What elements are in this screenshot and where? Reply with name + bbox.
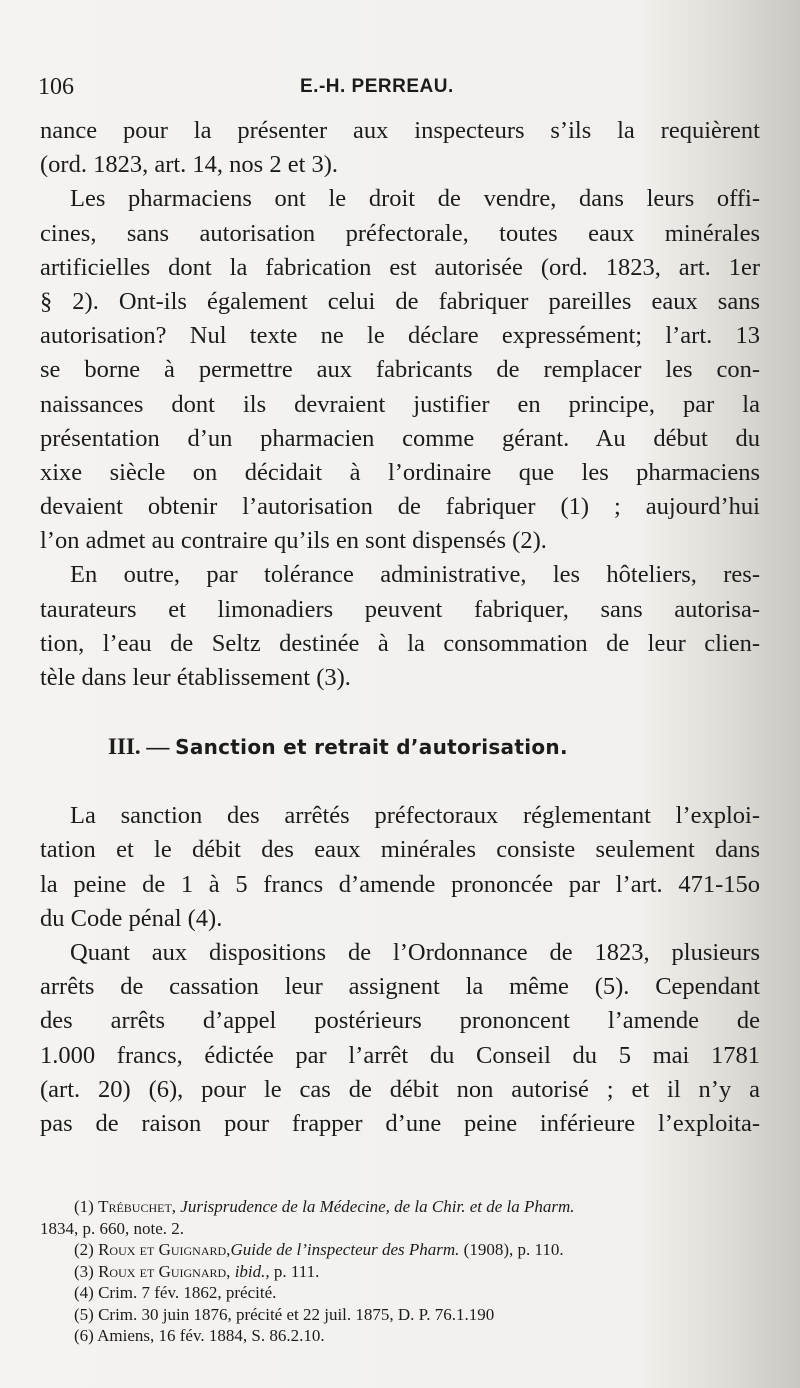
- footnotes: [40, 1196, 760, 1347]
- text-line: xixe siècle on décidait à l’ordinaire que les pharmaciens: [40, 458, 760, 486]
- footnote-author: Roux et Guignard,: [98, 1261, 231, 1281]
- text-line: (art. 20) (6), pour le cas de débit non autorisé ; et il n’y a: [40, 1075, 760, 1103]
- footnote-6: [40, 1325, 760, 1347]
- text-line: autorisation? Nul texte ne le déclare expressément; l’art. 13: [40, 322, 760, 350]
- footnote-number: (6): [74, 1326, 94, 1345]
- text-line: En outre, par tolérance administrative, les hôteliers, res-: [70, 561, 760, 589]
- text-line: Quant aux dispositions de l’Ordonnance de 1823, plusieurs: [70, 938, 760, 966]
- text-line: arrêts de cassation leur assignent la même (5). Cependant: [40, 973, 760, 1001]
- text-line: La sanction des arrêtés préfectoraux réglementant l’exploi-: [70, 802, 760, 830]
- footnote-title: Guide de l’inspecteur des Pharm.: [230, 1240, 460, 1259]
- footnote-author: Trébuchet,: [98, 1197, 177, 1216]
- text-line: cines, sans autorisation préfectorale, toutes eaux minérales: [40, 219, 760, 247]
- section-dash: —: [146, 734, 170, 760]
- footnote-number: (2): [74, 1240, 94, 1259]
- section-heading: [40, 711, 760, 783]
- footnote-5: [40, 1304, 760, 1326]
- text-line: naissances dont ils devraient justifier en principe, par la: [40, 390, 760, 418]
- running-head: E.-H. PERREAU.: [300, 76, 454, 97]
- footnote-title: Jurisprudence de la Médecine, de la Chir. et de la Pharm.: [180, 1197, 575, 1216]
- text-line: tation et le débit des eaux minérales consiste seulement dans: [40, 836, 760, 864]
- footnote-number: (1): [74, 1197, 94, 1216]
- text-line: l’on admet au contraire qu’ils en sont dispensés (2).: [40, 527, 547, 555]
- footnote-number: (3): [74, 1261, 94, 1281]
- text-line: tèle dans leur établissement (3).: [40, 664, 351, 691]
- footnote-rest: (1908), p. 110.: [459, 1240, 564, 1259]
- text-line: du Code pénal (4).: [40, 904, 223, 932]
- text-line: présentation d’un pharmacien comme gérant. Au début du: [40, 424, 760, 452]
- text-line: 1.000 francs, édictée par l’arrêt du Conseil du 5 mai 1781: [40, 1041, 760, 1069]
- footnote-4: [40, 1282, 760, 1304]
- section-number: III.: [108, 734, 141, 760]
- footnote-1: [40, 1196, 760, 1218]
- footnote-number: (5): [74, 1304, 94, 1324]
- footnote-2: [40, 1239, 760, 1261]
- footnote-number: (4): [74, 1283, 94, 1302]
- text-line: des arrêts d’appel postérieurs prononcent l’amende de: [40, 1007, 760, 1035]
- page-number: 106: [38, 74, 74, 100]
- text-line: § 2). Ont-ils également celui de fabriquer pareilles eaux sans: [40, 287, 760, 315]
- body-text: [40, 114, 760, 1141]
- text-line: taurateurs et limonadiers peuvent fabriquer, sans autorisa-: [40, 595, 760, 623]
- text-line: nance pour la présenter aux inspecteurs s’ils la requièrent: [40, 117, 760, 144]
- text-line: artificielles dont la fabrication est autorisée (ord. 1823, art. 1er: [40, 253, 760, 281]
- text-line: Les pharmaciens ont le droit de vendre, dans leurs offi-: [70, 185, 760, 213]
- footnote-title: ibid.,: [234, 1261, 270, 1281]
- footnote-rest: Crim. 7 fév. 1862, précité.: [98, 1283, 277, 1302]
- text-line: (ord. 1823, art. 14, nos 2 et 3).: [40, 151, 339, 179]
- text-line: la peine de 1 à 5 francs d’amende prononcée par l’art. 471-15o: [40, 870, 760, 898]
- footnote-1-continuation: 1834, p. 660, note. 2.: [40, 1218, 185, 1238]
- footnote-rest: p. 111.: [269, 1261, 320, 1281]
- section-title: Sanction et retrait d’autorisation.: [175, 735, 568, 760]
- section-spacing: [40, 783, 760, 799]
- page-header: [38, 74, 758, 104]
- text-line: tion, l’eau de Seltz destinée à la consommation de leur clien-: [40, 629, 760, 657]
- footnote-3: [40, 1261, 760, 1283]
- footnote-rest: Crim. 30 juin 1876, précité et 22 juil. 1875, D. P. 76.1.190: [98, 1304, 495, 1324]
- text-line: se borne à permettre aux fabricants de remplacer les con-: [40, 356, 760, 384]
- section-spacing: [40, 695, 760, 711]
- footnote-rest: Amiens, 16 fév. 1884, S. 86.2.10.: [97, 1326, 325, 1345]
- text-line: devaient obtenir l’autorisation de fabriquer (1) ; aujourd’hui: [40, 493, 760, 521]
- text-line: pas de raison pour frapper d’une peine inférieure l’exploita-: [40, 1109, 760, 1137]
- footnote-author: Roux et Guignard,: [98, 1240, 231, 1259]
